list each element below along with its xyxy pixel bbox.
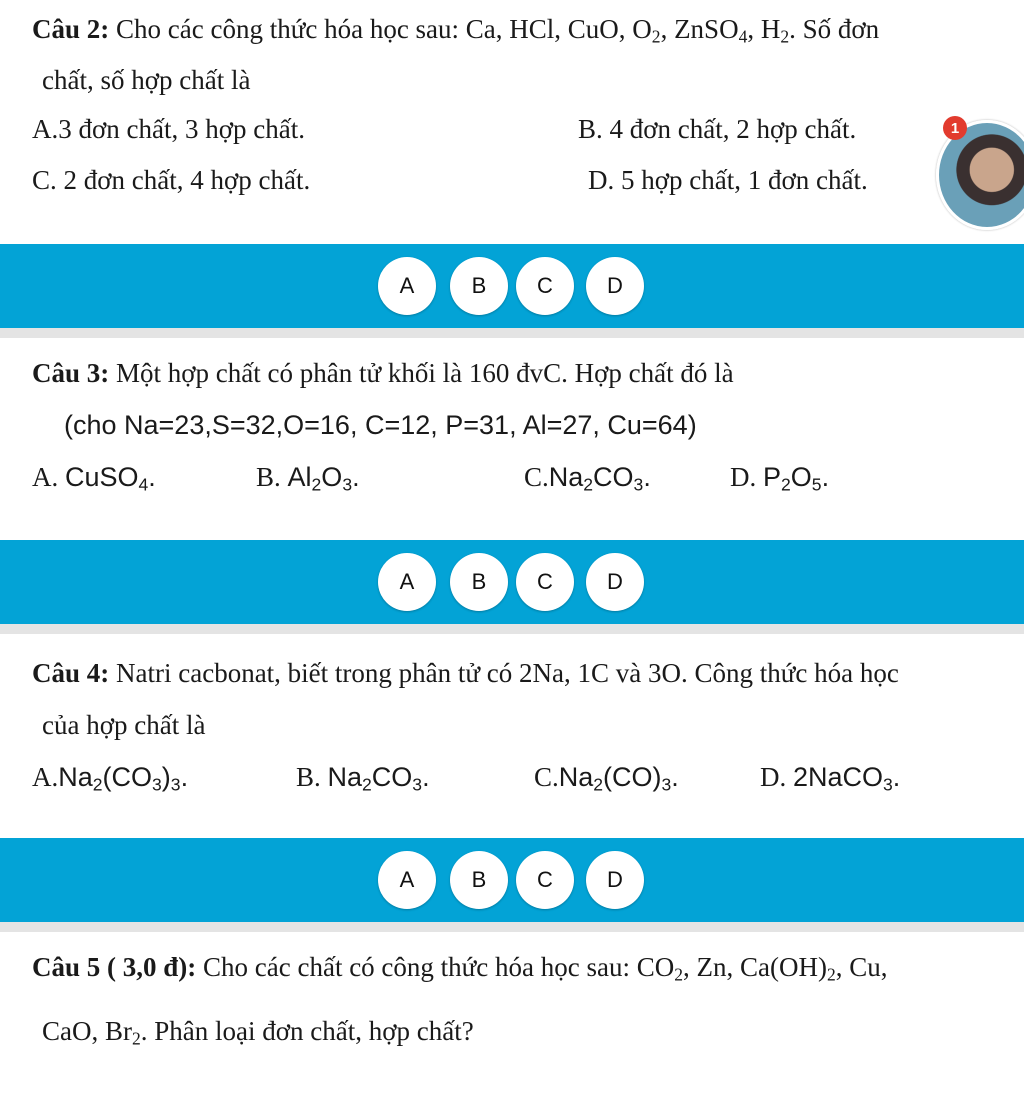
answer-b-button[interactable]: B: [450, 553, 508, 611]
question-2: [0, 0, 1024, 240]
q2-stem-line1: Câu 2: Cho các công thức hóa học sau: Ca, HCl, CuO, $O_2$, ZnSO$_4$, $H_2$. Số đơn: [32, 14, 880, 47]
q3-option-b: B. $Al_2O_3$.: [256, 462, 360, 495]
q4-option-b: B. $Na_2CO_3$.: [296, 762, 430, 795]
q5-stem-line1: Câu 5 ( 3,0 đ): Cho các chất có công thức hóa học sau: $CO_2$, Zn, $Ca(OH)_2$, Cu,: [32, 952, 888, 985]
q3-option-c: $C.Na_2CO_3$.: [524, 462, 651, 495]
q3-stem-line1: Câu 3: Một hợp chất có phân tử khối là 160 đvC. Hợp chất đó là: [32, 358, 734, 388]
q4-title: Câu 4:: [32, 658, 110, 688]
divider: [0, 624, 1024, 634]
question-4: [0, 634, 1024, 834]
answer-bar-q3: [0, 540, 1024, 624]
q5-stem-line2: CaO, $Br_2$. Phân loại đơn chất, hợp chất?: [42, 1016, 474, 1049]
q2-option-a: A.3 đơn chất, 3 hợp chất.: [32, 114, 305, 144]
q2-stem-line2: chất, số hợp chất là: [42, 65, 251, 95]
answer-d-button[interactable]: D: [586, 851, 644, 909]
answer-b-button[interactable]: B: [450, 851, 508, 909]
notification-badge: 1: [943, 116, 967, 140]
q3-title: Câu 3:: [32, 358, 110, 388]
answer-bar-q4: [0, 838, 1024, 922]
q4-option-a: $A.Na_2(CO_3)_3$.: [32, 762, 189, 795]
answer-d-button[interactable]: D: [586, 257, 644, 315]
q4-option-d: D. 2NaCO$_3$.: [760, 762, 901, 795]
answer-bar-q2: [0, 244, 1024, 328]
q3-option-a: A. CuSO$_4$.: [32, 462, 156, 495]
q3-stem-line2: (cho Na=23,S=32,O=16, C=12, P=31, Al=27, Cu=64): [64, 410, 697, 440]
answer-c-button[interactable]: C: [516, 553, 574, 611]
q2-title: Câu 2:: [32, 14, 110, 44]
answer-a-button[interactable]: A: [378, 851, 436, 909]
q2-option-c: C. 2 đơn chất, 4 hợp chất.: [32, 165, 311, 195]
answer-d-button[interactable]: D: [586, 553, 644, 611]
question-3: [0, 338, 1024, 538]
answer-c-button[interactable]: C: [516, 257, 574, 315]
divider: [0, 922, 1024, 932]
divider: [0, 328, 1024, 338]
q4-stem-line1: Câu 4: Natri cacbonat, biết trong phân tử có 2Na, 1C và 3O. Công thức hóa học: [32, 658, 899, 688]
q2-option-b: B. 4 đơn chất, 2 hợp chất.: [578, 114, 857, 144]
answer-a-button[interactable]: A: [378, 257, 436, 315]
answer-a-button[interactable]: A: [378, 553, 436, 611]
q5-title: Câu 5 ( 3,0 đ):: [32, 952, 197, 982]
answer-c-button[interactable]: C: [516, 851, 574, 909]
q2-option-d: D. 5 hợp chất, 1 đơn chất.: [588, 165, 868, 195]
question-5: [0, 932, 1024, 1106]
q3-option-d: D. $P_2O_5$.: [730, 462, 830, 495]
answer-b-button[interactable]: B: [450, 257, 508, 315]
q4-option-c: $C.Na_2(CO)_3$.: [534, 762, 679, 795]
q4-stem-line2: của hợp chất là: [42, 710, 206, 740]
